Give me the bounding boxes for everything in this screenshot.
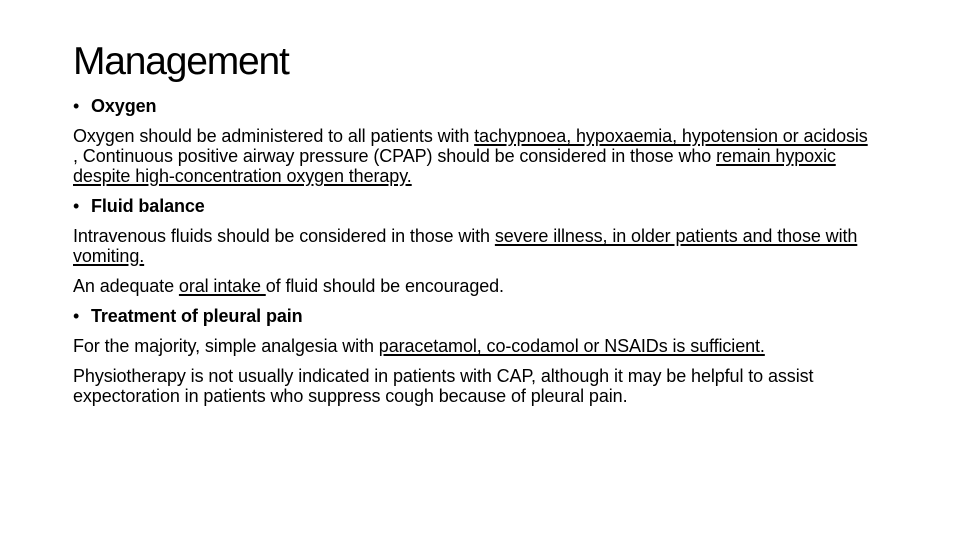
bullet-icon: • (73, 96, 80, 116)
paragraph-analgesia (73, 336, 873, 356)
paragraph-oxygen (73, 126, 873, 186)
slide-title: Management (73, 40, 289, 83)
bullet-heading-pleural-pain (73, 306, 873, 326)
paragraph-intravenous-fluids (73, 226, 873, 266)
bullet-heading-text: Fluid balance (91, 196, 205, 216)
underlined-text: severe illness, in older patients and those with vomiting. (73, 226, 858, 266)
underlined-text: remain hypoxic despite high-concentration oxygen therapy. (73, 146, 836, 186)
paragraph-physiotherapy (73, 366, 873, 406)
slide-body (73, 96, 873, 416)
underlined-text: oral intake (178, 276, 266, 296)
bullet-heading-fluid-balance (73, 196, 873, 216)
text-segment: Physiotherapy is not usually indicated in patients with CAP, although it may be helpful to assist expectoration in patients who suppress cough because of pleural pain. (73, 366, 814, 406)
bullet-heading-text: Treatment of pleural pain (91, 306, 303, 326)
bullet-heading-text: Oxygen (91, 96, 157, 116)
bullet-icon: • (73, 196, 80, 216)
text-segment: An adequate (73, 276, 179, 296)
paragraph-oral-intake (73, 276, 873, 296)
text-segment: of fluid should be encouraged. (265, 276, 504, 296)
text-segment: , Continuous positive airway pressure (CPAP) should be considered in those who (73, 146, 717, 166)
text-segment: Intravenous fluids should be considered in those with (73, 226, 495, 246)
underlined-text: paracetamol, co-codamol or NSAIDs is sufficient. (378, 336, 765, 356)
text-segment: Oxygen should be administered to all patients with (73, 126, 475, 146)
underlined-text: tachypnoea, hypoxaemia, hypotension or acidosis (474, 126, 868, 146)
bullet-icon: • (73, 306, 80, 326)
bullet-heading-oxygen (73, 96, 873, 116)
text-segment: For the majority, simple analgesia with (73, 336, 379, 356)
